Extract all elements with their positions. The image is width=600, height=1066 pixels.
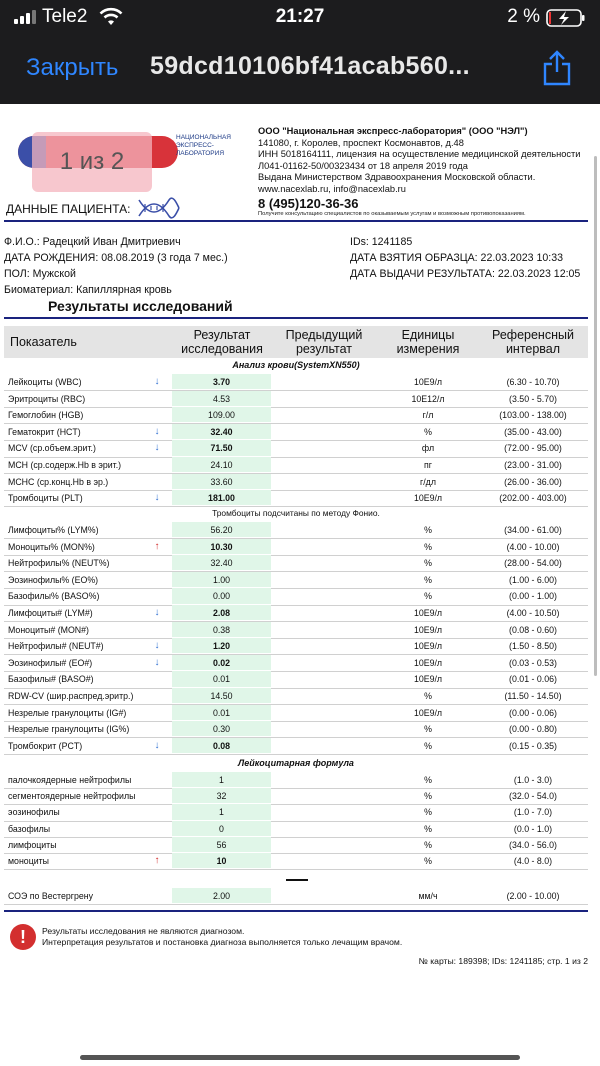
row-reference: (0.00 - 0.06) (509, 707, 557, 718)
table-row (4, 888, 588, 905)
table-row (4, 522, 588, 539)
trend-arrow-icon (152, 522, 162, 538)
row-name: Гемоглобин (HGB) (8, 410, 84, 421)
trend-arrow-icon (152, 474, 162, 490)
row-name: Базофилы# (BASO#) (8, 674, 94, 685)
row-unit: % (424, 856, 432, 866)
row-reference: (1.00 - 6.00) (509, 574, 557, 585)
row-unit: пг (424, 460, 432, 470)
row-reference: (1.50 - 8.50) (509, 641, 557, 652)
lab-address: 141080, г. Королев, проспект Космонавтов, д.48 (258, 137, 464, 148)
document-title: 59dcd10106bf41acab560... (150, 52, 470, 80)
row-reference: (34.00 - 61.00) (504, 525, 562, 535)
row-name: MCH (ср.содерж.Hb в эрит.) (8, 460, 122, 470)
table-row (4, 721, 588, 738)
row-name: эозинофилы (8, 807, 60, 818)
row-reference: (6.30 - 10.70) (506, 377, 560, 387)
trend-arrow-icon (152, 588, 162, 604)
lab-license-number: Л041-01162-50/00323434 от 18 апреля 2019 года (258, 160, 468, 171)
row-reference: (34.0 - 56.0) (509, 839, 557, 850)
row-result: 4.53 (172, 391, 271, 407)
logo-text: НАЦИОНАЛЬНАЯ ЭКСПРЕСС-ЛАБОРАТОРИЯ (176, 134, 231, 157)
divider (4, 220, 588, 222)
trend-arrow-icon: ↓ (154, 640, 160, 652)
row-result: 32.40 (172, 555, 271, 571)
warning-icon: ! (10, 924, 36, 950)
row-name: Гематокрит (HCT) (8, 426, 81, 437)
patient-name: Ф.И.О.: Радецкий Иван Дмитриевич (4, 236, 181, 248)
table-row (4, 655, 588, 672)
row-reference: (72.00 - 95.00) (504, 443, 562, 454)
row-reference: (0.00 - 0.80) (509, 724, 557, 735)
row-reference: (26.00 - 36.00) (504, 476, 562, 487)
row-unit: фл (421, 443, 435, 454)
trend-arrow-icon: ↓ (154, 739, 160, 751)
row-result: 1 (172, 804, 271, 820)
row-name: Тромбоциты (PLT) (8, 493, 83, 504)
scrollbar[interactable] (594, 156, 597, 676)
trend-arrow-icon (152, 804, 162, 820)
issue-date: ДАТА ВЫДАЧИ РЕЗУЛЬТАТА: 22.03.2023 12:05 (350, 268, 581, 280)
table-row (4, 588, 588, 605)
row-name: палочкоядерные нейтрофилы (8, 775, 132, 785)
row-unit: 10E12/л (411, 393, 445, 404)
row-result: 56 (172, 837, 271, 853)
row-result: 2.00 (172, 888, 271, 904)
table-row (4, 440, 588, 457)
row-reference: (2.00 - 10.00) (506, 891, 560, 901)
header-previous: Предыдущий результат (285, 328, 363, 356)
row-result: 0.02 (172, 655, 271, 671)
card-info: № карты: 189398; IDs: 1241185; стр. 1 из 2 (418, 956, 588, 966)
row-name: лимфоциты (8, 839, 57, 850)
clock: 21:27 (275, 6, 325, 27)
row-result: 1 (172, 772, 271, 788)
header-units: Единицы измерения (396, 328, 460, 356)
row-name: Лимфоциты% (LYM%) (8, 525, 99, 535)
battery-charging-icon (546, 9, 586, 27)
row-reference: (4.00 - 10.00) (506, 541, 560, 552)
row-result: 24.10 (172, 457, 271, 473)
navigation-bar (0, 34, 600, 104)
row-reference: (103.00 - 138.00) (499, 410, 567, 421)
row-reference: (202.00 - 403.00) (499, 493, 567, 504)
row-reference: (32.0 - 54.0) (509, 791, 557, 802)
table-row (4, 638, 588, 655)
section-formula: Лейкоцитарная формула (238, 758, 354, 768)
row-result: 10.30 (172, 539, 271, 555)
trend-arrow-icon: ↑ (154, 855, 160, 866)
trend-arrow-icon (152, 721, 162, 737)
trend-arrow-icon (152, 671, 162, 687)
lab-issuer: Выдана Министерством Здравоохранения Московской области. (258, 172, 536, 182)
row-result: 32.40 (172, 424, 271, 440)
trend-arrow-icon: ↓ (154, 492, 160, 504)
row-name: Тромбокрит (PCT) (8, 740, 83, 751)
sample-date: ДАТА ВЗЯТИЯ ОБРАЗЦА: 22.03.2023 10:33 (350, 252, 564, 264)
row-result: 1.20 (172, 638, 271, 654)
row-result: 32 (172, 788, 271, 804)
row-name: MCHC (ср.конц.Hb в эр.) (8, 476, 109, 487)
trend-arrow-icon (152, 391, 162, 407)
row-result: 0.08 (172, 738, 271, 754)
row-reference: (28.00 - 54.00) (504, 558, 562, 569)
row-result: 0.30 (172, 721, 271, 737)
lab-phone[interactable]: 8 (495)120-36-36 (258, 196, 359, 211)
table-row (4, 788, 588, 805)
patient-sex: ПОЛ: Мужской (4, 268, 76, 280)
row-result: 0.00 (172, 588, 271, 604)
table-row (4, 457, 588, 474)
carrier-name: Tele2 (42, 6, 88, 27)
row-result: 14.50 (172, 688, 271, 704)
row-reference: (1.0 - 3.0) (513, 775, 553, 785)
patient-ids: IDs: 1241185 (350, 236, 413, 248)
row-reference: (0.08 - 0.60) (509, 624, 557, 635)
row-unit: % (424, 740, 432, 751)
close-button[interactable]: Закрыть (26, 54, 119, 81)
trend-arrow-icon (152, 772, 162, 788)
trend-arrow-icon (152, 622, 162, 638)
row-unit: 10E9/л (413, 707, 443, 718)
table-row (4, 837, 588, 854)
trend-arrow-icon: ↓ (154, 425, 160, 437)
row-reference: (3.50 - 5.70) (509, 393, 557, 404)
share-icon[interactable] (542, 50, 572, 86)
row-reference: (11.50 - 14.50) (504, 691, 562, 701)
table-row (4, 804, 588, 821)
table-row (4, 474, 588, 491)
table-row (4, 821, 588, 838)
trend-arrow-icon (152, 688, 162, 704)
trend-arrow-icon (152, 457, 162, 473)
separator-dash (286, 879, 308, 881)
lab-website[interactable]: www.nacexlab.ru, info@nacexlab.ru (258, 183, 406, 194)
trend-arrow-icon (152, 837, 162, 853)
table-row (4, 490, 588, 507)
row-unit: 10E9/л (413, 674, 443, 685)
disclaimer (42, 926, 402, 948)
lab-license: ИНН 5018164111, лицензия на осуществление медицинской деятельности (258, 149, 581, 159)
table-row (4, 738, 588, 755)
table-row (4, 772, 588, 789)
battery-percent: 2 % (507, 6, 540, 27)
row-unit: % (424, 775, 432, 785)
row-name: Моноциты# (MON#) (8, 624, 89, 635)
disclaimer-line: Результаты исследования не являются диагнозом. (42, 926, 245, 936)
row-result: 0.01 (172, 705, 271, 721)
row-unit: 10E9/л (413, 608, 443, 618)
trend-arrow-icon (152, 888, 162, 904)
trend-arrow-icon: ↓ (154, 376, 160, 387)
row-name: Нейтрофилы# (NEUT#) (8, 641, 104, 652)
row-reference: (0.01 - 0.06) (509, 674, 557, 685)
row-result: 71.50 (172, 440, 271, 456)
row-result: 0 (172, 821, 271, 837)
table-row (4, 407, 588, 424)
row-unit: % (424, 839, 432, 850)
row-unit: % (424, 525, 432, 535)
divider (4, 910, 588, 912)
row-name: Эозинофилы% (EO%) (8, 574, 99, 585)
row-result: 1.00 (172, 572, 271, 588)
row-name: моноциты (8, 856, 49, 866)
table-row (4, 671, 588, 688)
section-blood: Анализ крови(SystemXN550) (232, 360, 360, 370)
trend-arrow-icon (152, 788, 162, 804)
row-unit: 10E9/л (413, 641, 443, 652)
pdf-document (0, 104, 600, 1066)
row-name: RDW-CV (шир.распред.эритр.) (8, 691, 134, 701)
row-unit: % (424, 807, 432, 818)
table-row (4, 539, 588, 556)
row-name: Нейтрофилы% (NEUT%) (8, 558, 110, 569)
row-reference: (35.00 - 43.00) (504, 426, 562, 437)
row-unit: % (424, 823, 432, 834)
consult-note: Получите консультацию специалистов по оказываемым услугам и возможным противопоказаниям. (258, 211, 526, 217)
row-name: Незрелые гранулоциты (IG%) (8, 724, 130, 735)
row-result: 33.60 (172, 474, 271, 490)
row-reference: (0.15 - 0.35) (509, 740, 557, 751)
platelets-note: Тромбоциты подсчитаны по методу Фонио. (212, 508, 380, 518)
header-reference: Референсный интервал (492, 328, 574, 356)
row-name: Эозинофилы# (EO#) (8, 657, 93, 668)
table-row (4, 424, 588, 441)
table-row (4, 555, 588, 572)
lab-info (258, 126, 588, 195)
row-result: 3.70 (172, 374, 271, 390)
row-unit: г/дл (420, 476, 436, 487)
trend-arrow-icon: ↑ (154, 540, 160, 552)
row-unit: % (424, 426, 432, 437)
row-result: 181.00 (172, 490, 271, 506)
row-reference: (0.00 - 1.00) (509, 591, 557, 602)
row-reference: (4.0 - 8.0) (513, 856, 553, 866)
trend-arrow-icon (152, 821, 162, 837)
row-unit: 10E9/л (413, 624, 443, 635)
home-indicator[interactable] (80, 1055, 520, 1060)
row-unit: 10E9/л (413, 493, 443, 504)
row-result: 0.38 (172, 622, 271, 638)
trend-arrow-icon: ↓ (154, 442, 160, 454)
row-result: 109.00 (172, 407, 271, 423)
row-reference: (0.03 - 0.53) (509, 657, 557, 668)
top-bar (0, 0, 600, 104)
table-row (4, 391, 588, 408)
row-result: 0.01 (172, 671, 271, 687)
row-unit: % (424, 541, 432, 552)
row-unit: % (424, 574, 432, 585)
status-bar (0, 0, 600, 34)
row-name: сегментоядерные нейтрофилы (8, 791, 136, 802)
table-row (4, 374, 588, 391)
dna-icon (137, 196, 181, 220)
trend-arrow-icon: ↓ (154, 656, 160, 668)
trend-arrow-icon (152, 705, 162, 721)
table-row (4, 688, 588, 705)
row-name: Незрелые гранулоциты (IG#) (8, 707, 127, 718)
row-result: 10 (172, 853, 271, 869)
row-unit: мм/ч (418, 891, 438, 901)
trend-arrow-icon (152, 407, 162, 423)
table-row (4, 622, 588, 639)
table-row (4, 705, 588, 722)
trend-arrow-icon (152, 555, 162, 571)
row-unit: % (424, 724, 432, 735)
table-row (4, 853, 588, 870)
row-unit: % (424, 791, 432, 802)
trend-arrow-icon: ↓ (154, 607, 160, 618)
lab-name: ООО "Национальная экспресс-лаборатория" (ООО "НЭЛ") (258, 126, 528, 136)
row-name: Лейкоциты (WBC) (8, 377, 82, 387)
row-name: СОЭ по Вестергрену (8, 891, 93, 901)
header-indicator: Показатель (10, 335, 77, 349)
row-reference: (4.00 - 10.50) (506, 608, 560, 618)
page-indicator: 1 из 2 (32, 132, 152, 192)
birth-date: ДАТА РОЖДЕНИЯ: 08.08.2019 (3 года 7 мес.) (4, 252, 228, 264)
row-unit: % (424, 558, 432, 569)
row-name: базофилы (8, 823, 51, 834)
patient-data-label: ДАННЫЕ ПАЦИЕНТА: (6, 202, 131, 216)
row-result: 56.20 (172, 522, 271, 538)
row-name: Базофилы% (BASO%) (8, 591, 100, 602)
row-name: Эритроциты (RBC) (8, 393, 86, 404)
header-result: Результат исследования (181, 328, 263, 356)
row-unit: 10E9/л (413, 377, 443, 387)
row-unit: 10E9/л (413, 657, 443, 668)
row-reference: (1.0 - 7.0) (513, 807, 553, 818)
row-name: Моноциты% (MON%) (8, 541, 95, 552)
row-name: Лимфоциты# (LYM#) (8, 608, 93, 618)
row-unit: % (424, 691, 432, 701)
divider (4, 317, 588, 319)
row-unit: г/л (422, 410, 434, 421)
row-reference: (23.00 - 31.00) (504, 460, 562, 470)
row-name: MCV (ср.объем.эрит.) (8, 443, 96, 454)
biomaterial: Биоматериал: Капиллярная кровь (4, 284, 172, 296)
table-row (4, 605, 588, 622)
row-reference: (0.0 - 1.0) (513, 823, 553, 834)
row-unit: % (424, 591, 432, 602)
table-row (4, 572, 588, 589)
table-header (4, 326, 588, 358)
row-result: 2.08 (172, 605, 271, 621)
trend-arrow-icon (152, 572, 162, 588)
disclaimer-line: Интерпретация результатов и постановка диагноза выполняется только лечащим врачом. (42, 937, 403, 947)
results-title: Результаты исследований (48, 298, 233, 314)
